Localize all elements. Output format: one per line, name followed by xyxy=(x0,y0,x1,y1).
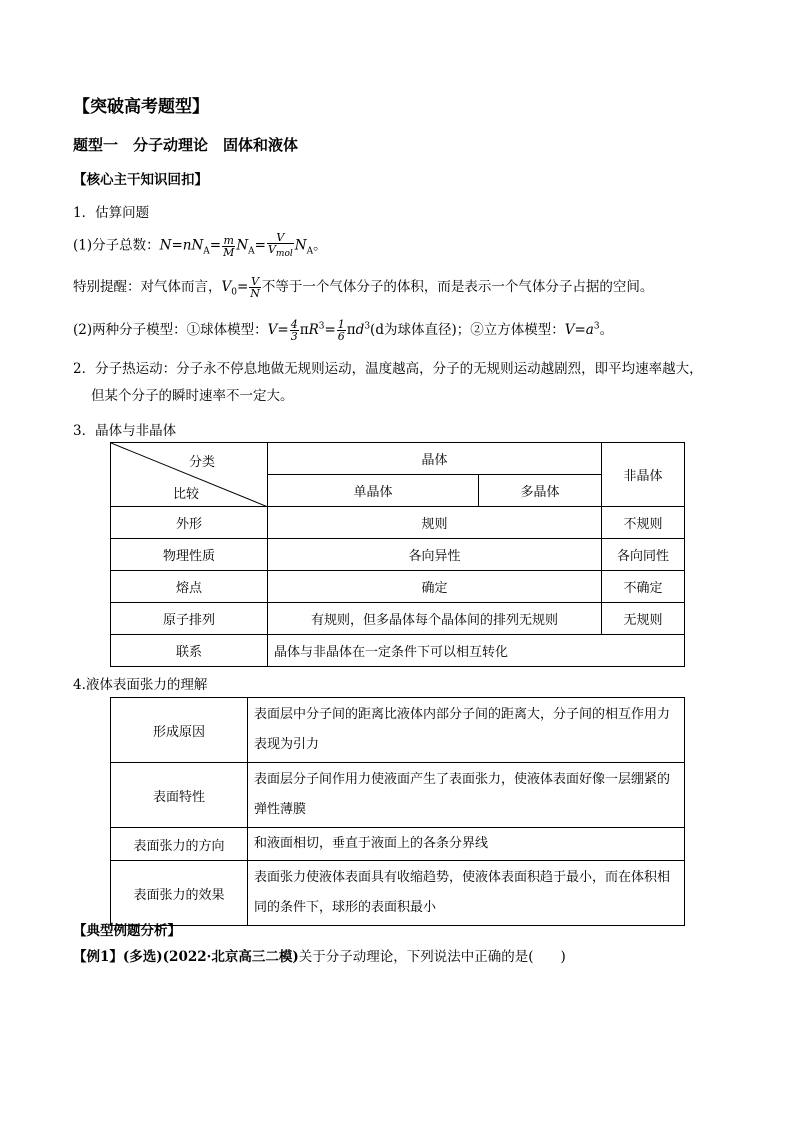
crystal-header: 晶体 xyxy=(268,443,602,475)
table-row: 熔点 确定 不确定 xyxy=(111,571,685,603)
table-row: 表面张力的方向 和液面相切，垂直于液面上的各条分界线 xyxy=(111,828,685,861)
table-row: 表面特性 表面层分子间作用力使液面产生了表面张力，使液体表面好像一层绷紧的弹性薄膜 xyxy=(111,763,685,828)
item2-line1: 2．分子热运动：分子永不停息地做无规则运动，温度越高，分子的无规则运动越剧烈，即平均速率越大， xyxy=(73,361,703,377)
item1-title: 1．估算问题 xyxy=(73,205,150,221)
diagonal-header-cell xyxy=(111,443,268,507)
table-row: 物理性质 各向异性 各向同性 xyxy=(111,539,685,571)
example1-text: 关于分子动理论，下列说法中正确的是( ) xyxy=(298,949,566,965)
crystal-table xyxy=(110,442,685,667)
diag-top-label: 分类 xyxy=(189,455,216,470)
single-crystal-header: 单晶体 xyxy=(268,475,479,507)
item2-line2: 但某个分子的瞬时速率不一定大。 xyxy=(91,388,294,404)
formula-molecule-count: (1)分子总数：$N=nN_A=$ $\frac{m}{M}$ $N_A=$ $\frac{V}{V_{mol}}$ $N_A$。 xyxy=(73,231,327,260)
amorphous-header: 非晶体 xyxy=(602,443,685,507)
header: 【突破高考题型】 xyxy=(73,97,209,117)
surface-tension-table xyxy=(110,697,685,926)
core-review-heading: 【核心主干知识回扣】 xyxy=(73,172,208,188)
diag-bottom-label: 比较 xyxy=(173,487,200,502)
table-row: 外形 规则 不规则 xyxy=(111,507,685,539)
topic-title: 题型一 分子动理论 固体和液体 xyxy=(73,136,299,154)
table-row: 形成原因 表面层中分子间的距离比液体内部分子间的距离大，分子间的相互作用力表现为引力 xyxy=(111,698,685,763)
molecule-models: (2)两种分子模型：①球体模型：V= $\frac{4}{3}$ $\pi R^3=$ $\frac{1}{6}$ $\pi d^3(d$为球体直径)；②立方体模型：$V=a^3$。 xyxy=(73,318,614,343)
item4-title: 4.液体表面张力的理解 xyxy=(73,677,208,693)
poly-crystal-header: 多晶体 xyxy=(479,475,602,507)
example-section-heading: 【典型例题分析】 xyxy=(73,923,181,939)
item3-title: 3．晶体与非晶体 xyxy=(73,423,177,439)
example1 xyxy=(73,945,566,965)
table-row: 表面张力的效果 表面张力使液体表面具有收缩趋势，使液体表面积趋于最小，而在体积相同的条件下，球形的表面积最小 xyxy=(111,861,685,926)
example1-tag: 【例1】(多选)(2022·北京高三二模) xyxy=(73,949,299,965)
special-tip: 特别提醒：对气体而言，$V_0=$ $\frac{V}{N}$ 不等于一个气体分子的体积，而是表示一个气体分子占据的空间。 xyxy=(73,275,654,300)
table-row: 联系 晶体与非晶体在一定条件下可以相互转化 xyxy=(111,635,685,667)
table-row: 原子排列 有规则，但多晶体每个晶体间的排列无规则 无规则 xyxy=(111,603,685,635)
